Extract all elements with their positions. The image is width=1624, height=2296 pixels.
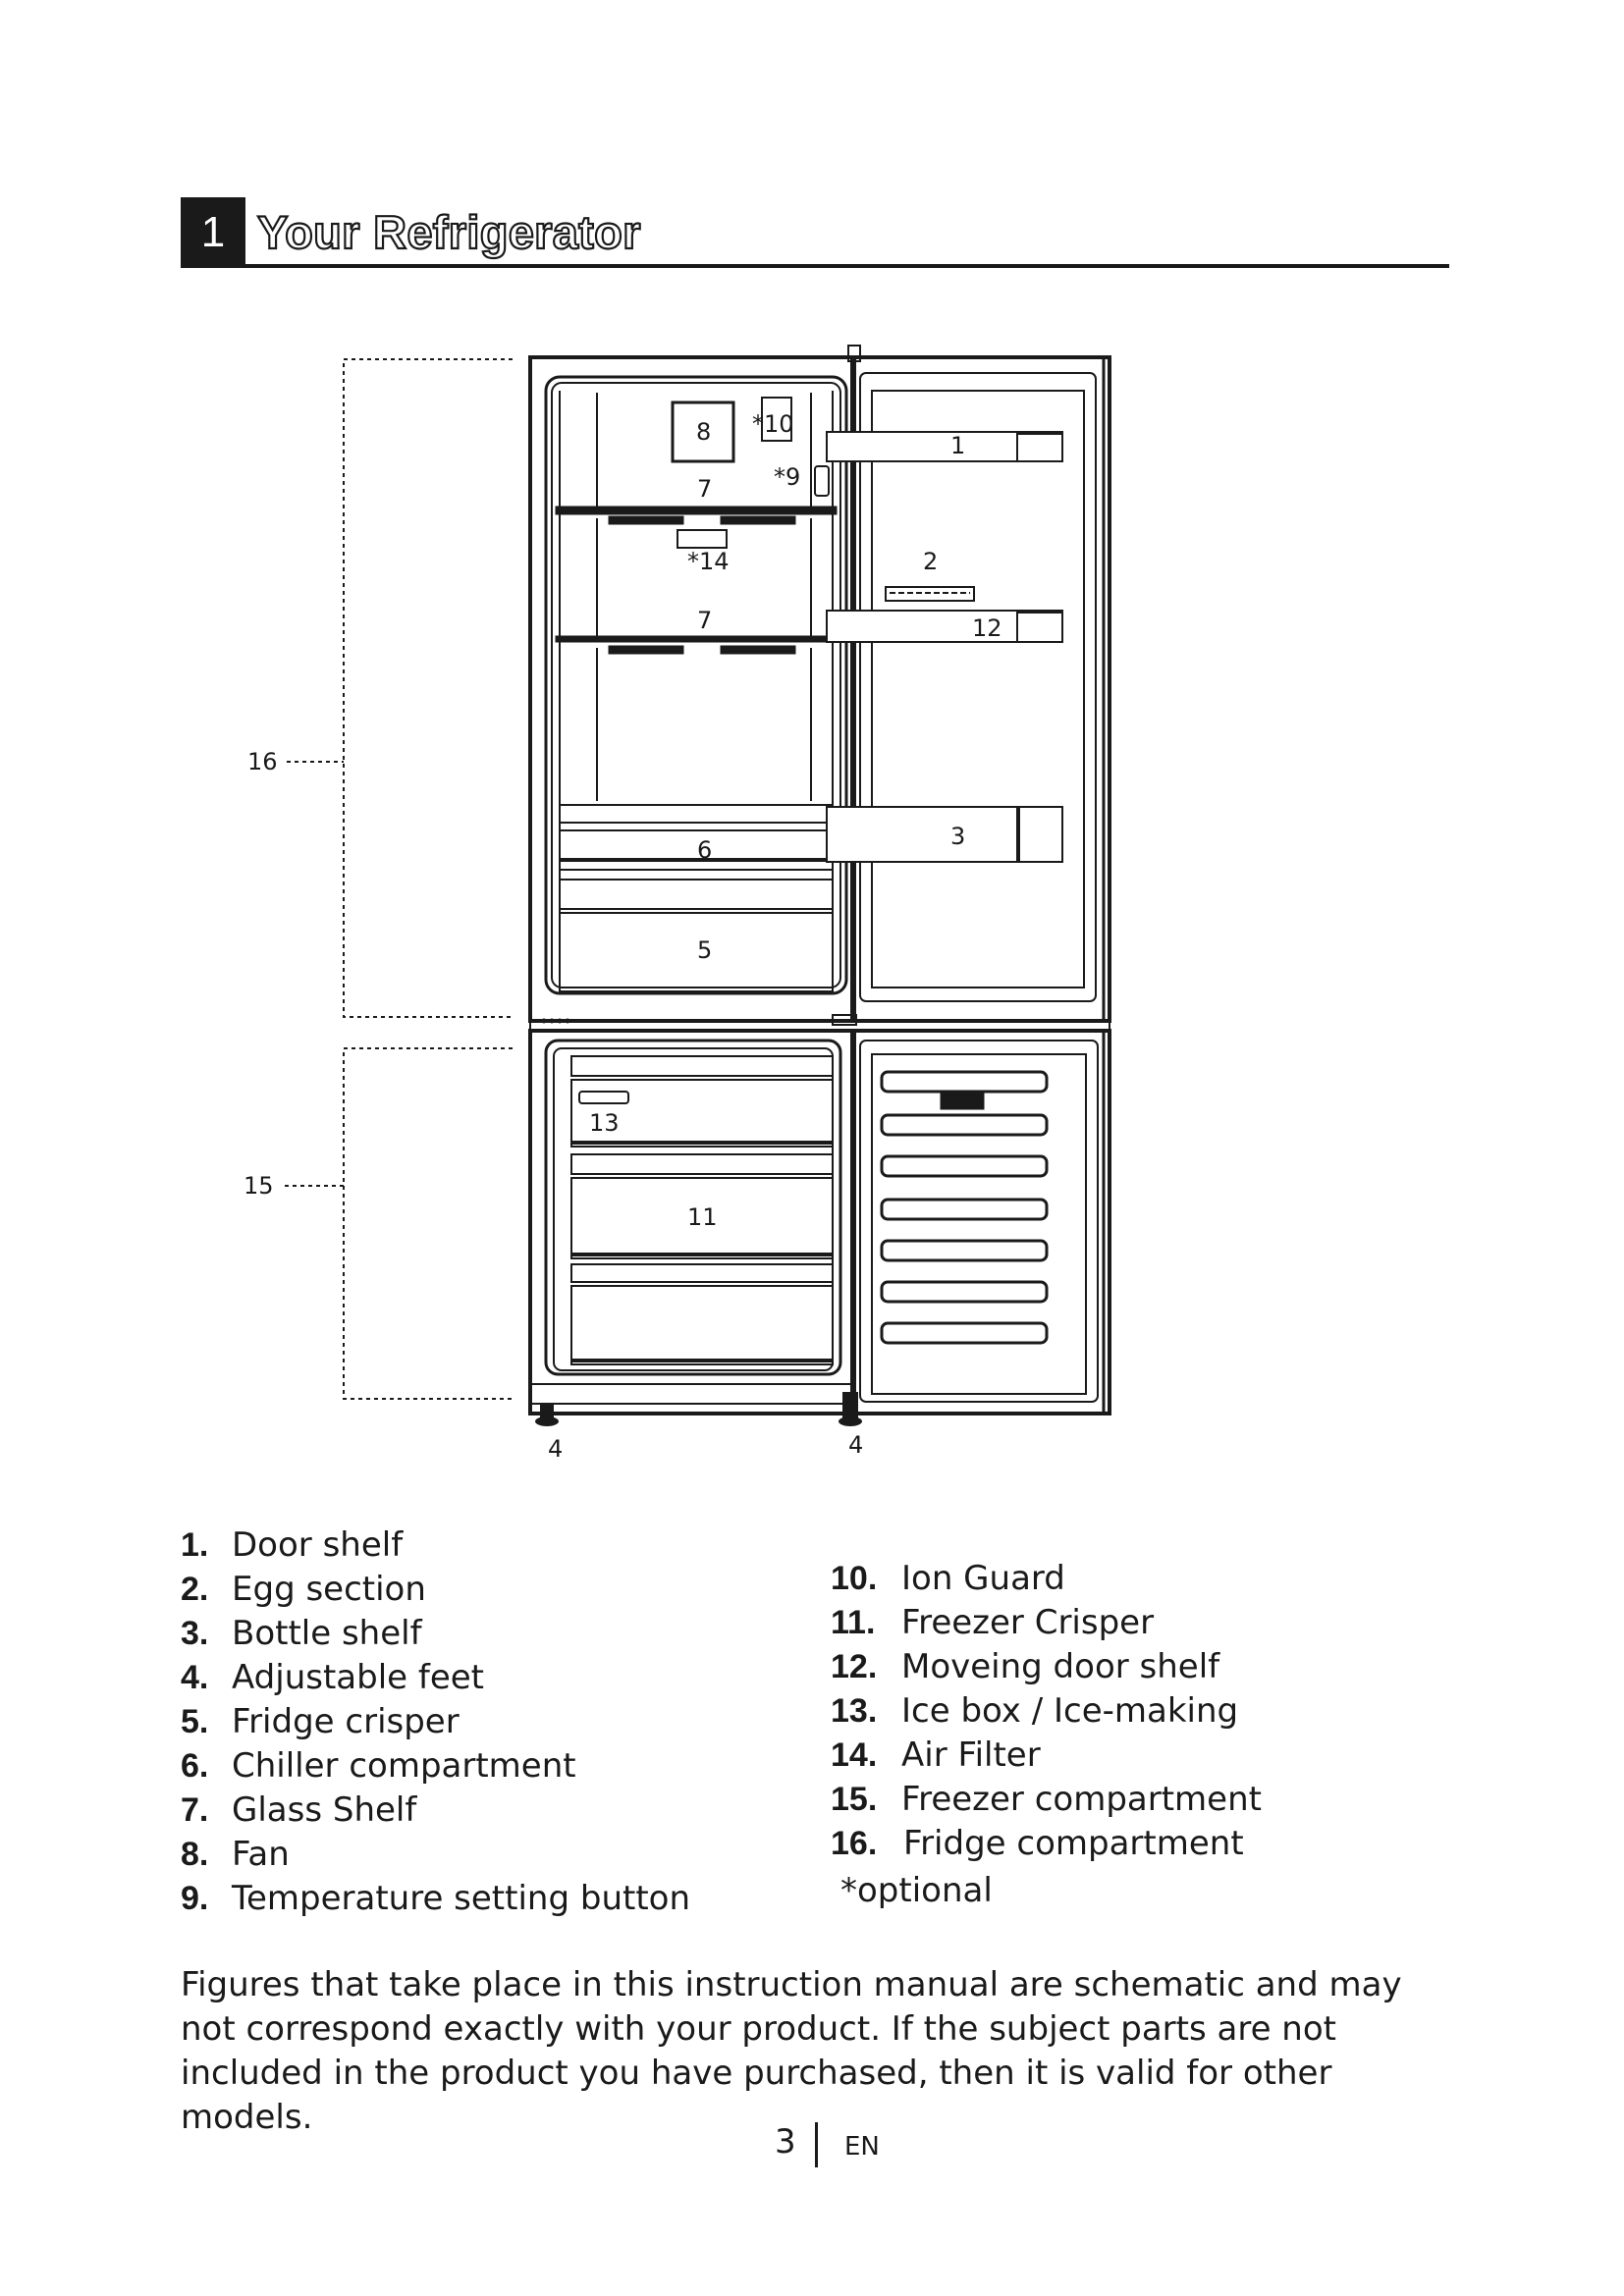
label-air-filter: *14 <box>687 548 730 575</box>
label-chiller: 6 <box>697 836 713 864</box>
label-glass-shelf-mid: 7 <box>697 607 713 634</box>
fridge-crisper <box>560 880 833 991</box>
label-fan: 8 <box>696 418 712 446</box>
legend-item: 1. Door shelf <box>181 1525 404 1565</box>
legend-item: 14. Air Filter <box>831 1735 1041 1775</box>
label-ice-box: 13 <box>589 1109 620 1137</box>
temp-button-icon <box>815 466 829 496</box>
door-shelves <box>827 432 1062 862</box>
label-egg-section: 2 <box>923 548 939 575</box>
label-ion-guard: *10 <box>752 410 794 438</box>
chapter-title: Your Refrigerator <box>257 206 641 258</box>
optional-note: *optional <box>840 1871 993 1910</box>
freezer-bracket <box>285 1048 513 1399</box>
label-foot-right: 4 <box>848 1431 864 1459</box>
label-foot-left: 4 <box>548 1435 564 1463</box>
legend-left <box>181 1523 731 1936</box>
fridge-bracket <box>287 359 513 1017</box>
legend-item: 4. Adjustable feet <box>181 1658 485 1697</box>
label-glass-shelf-top: 7 <box>697 475 713 503</box>
legend-item: 15. Freezer compartment <box>831 1780 1262 1819</box>
label-bottle-shelf: 3 <box>950 823 966 850</box>
legend-item: 5. Fridge crisper <box>181 1702 460 1741</box>
air-filter-icon <box>677 530 727 548</box>
legend-item: 13. Ice box / Ice-making <box>831 1691 1239 1731</box>
label-freezer-crisper: 11 <box>687 1203 718 1231</box>
fridge-cabinet <box>530 357 854 1021</box>
footer-divider <box>815 2122 818 2167</box>
legend-item: 8. Fan <box>181 1835 290 1874</box>
chiller-compartment <box>560 805 833 870</box>
legend-item: 3. Bottle shelf <box>181 1614 422 1653</box>
legend-item: 7. Glass Shelf <box>181 1790 417 1830</box>
legend-item: 2. Egg section <box>181 1570 426 1609</box>
legend-item: 11. Freezer Crisper <box>831 1603 1155 1642</box>
legend-item: 16. Fridge compartment <box>831 1824 1244 1863</box>
legend-item: 6. Chiller compartment <box>181 1746 576 1786</box>
legend-right <box>831 1557 1420 1930</box>
label-temp-button: *9 <box>774 463 801 491</box>
label-moving-door-shelf: 12 <box>972 614 1002 642</box>
label-door-shelf: 1 <box>950 432 966 459</box>
chapter-number-box: 1 <box>181 197 245 268</box>
label-fridge-crisper: 5 <box>697 936 713 964</box>
legend-item: 9. Temperature setting button <box>181 1879 691 1918</box>
page-number: 3 <box>775 2122 796 2162</box>
label-fridge-compartment: 16 <box>247 748 278 775</box>
label-freezer-compartment: 15 <box>244 1172 274 1200</box>
disclaimer-text: Figures that take place in this instruction manual are schematic and may not correspond exactly with your product. If the subject parts are not included in the product you have purchased, then it is valid for other models. <box>181 1965 1402 2137</box>
legend-item: 12. Moveing door shelf <box>831 1647 1220 1686</box>
language-code: EN <box>844 2132 880 2162</box>
legend-item: 10. Ion Guard <box>831 1559 1065 1598</box>
adjustable-feet <box>535 1392 862 1426</box>
ice-box-icon <box>579 1092 628 1103</box>
freezer-door <box>852 1031 1110 1414</box>
